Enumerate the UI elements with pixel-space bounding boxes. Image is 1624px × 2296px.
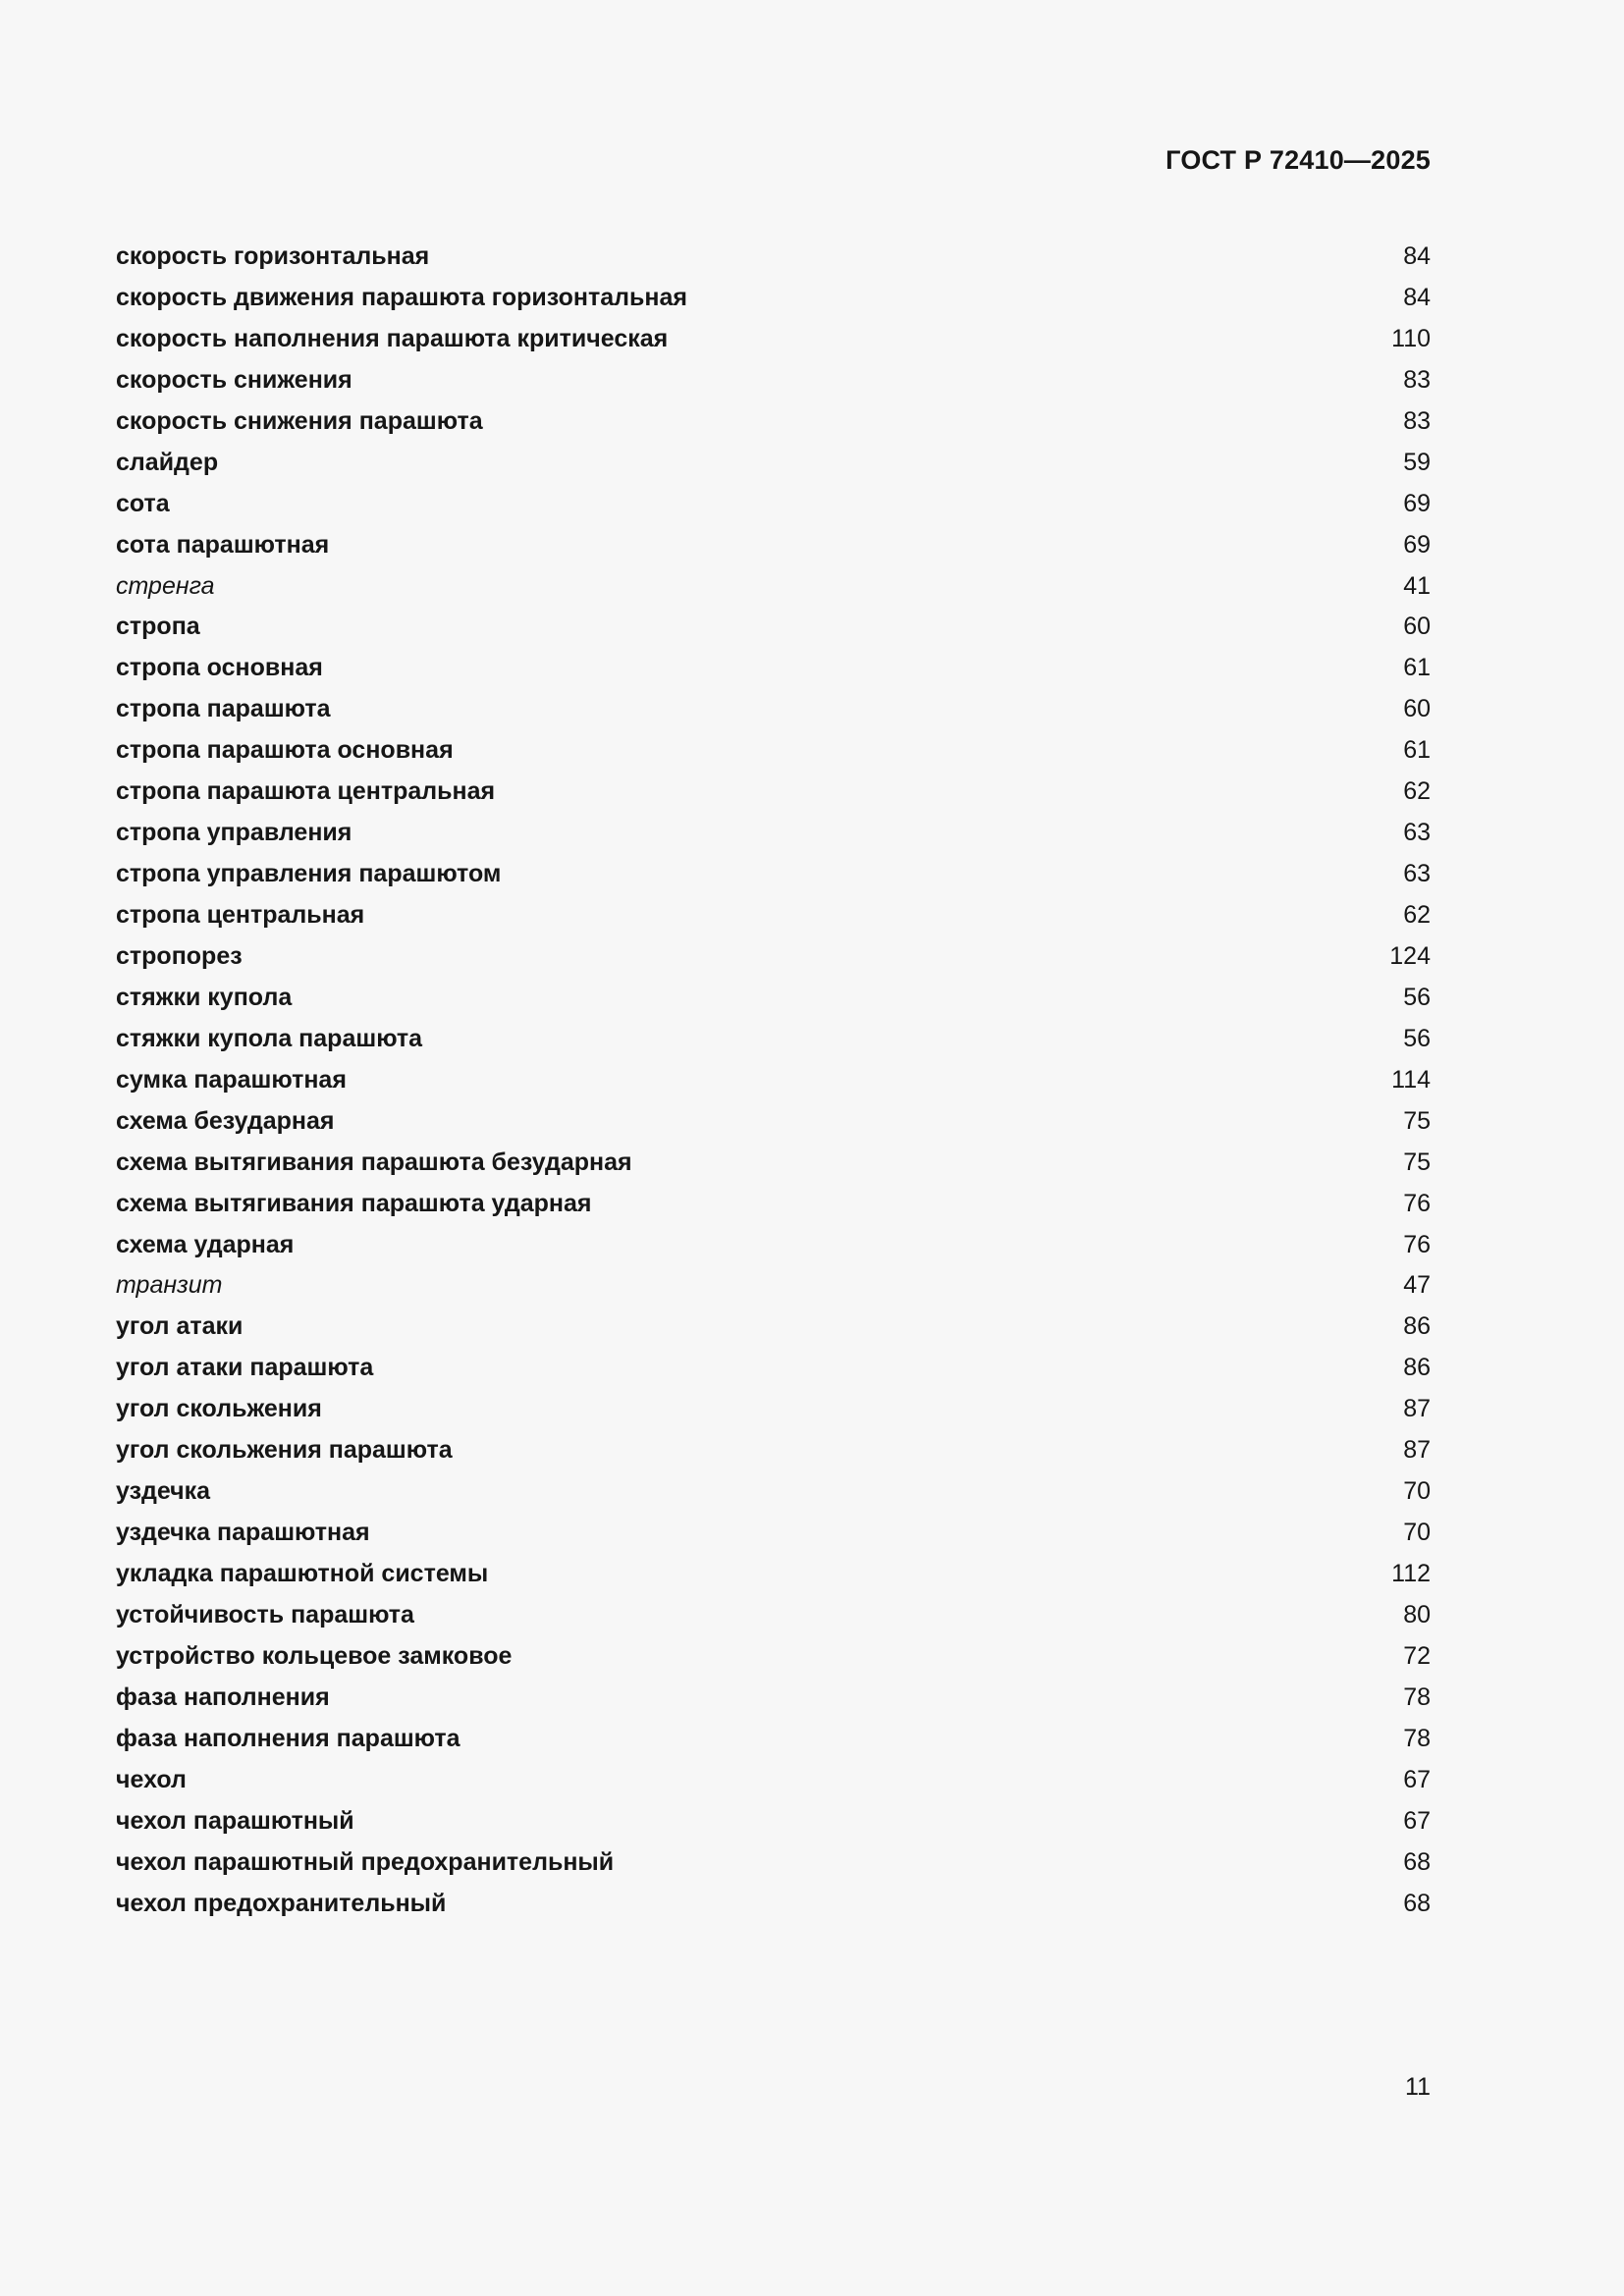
index-entry [116, 1430, 1431, 1471]
index-page-ref: 63 [1403, 860, 1431, 888]
index-page-ref: 76 [1403, 1230, 1431, 1258]
index-term: уздечка парашютная [116, 1519, 370, 1547]
index-entry [116, 936, 1431, 978]
index-term: стропа управления парашютом [116, 860, 502, 888]
index-page-ref: 62 [1403, 777, 1431, 806]
index-entry [116, 1595, 1431, 1636]
index-term: фаза наполнения парашюта [116, 1724, 460, 1752]
index-term: схема вытягивания парашюта безударная [116, 1148, 632, 1176]
index-entry [116, 1265, 1431, 1307]
index-page-ref: 60 [1403, 695, 1431, 723]
index-term: устройство кольцевое замковое [116, 1641, 513, 1670]
index-page-ref: 72 [1403, 1641, 1431, 1670]
index-entry [116, 978, 1431, 1019]
index-term: угол скольжения [116, 1395, 322, 1423]
index-entry [116, 360, 1431, 401]
index-page-ref: 76 [1403, 1189, 1431, 1217]
index-page-ref: 69 [1403, 530, 1431, 559]
index-page-ref: 61 [1403, 654, 1431, 682]
index-entry [116, 1348, 1431, 1389]
index-entry [116, 648, 1431, 689]
index-term: уздечка [116, 1477, 211, 1506]
index-term: сумка парашютная [116, 1065, 347, 1094]
index-term: чехол предохранительный [116, 1889, 447, 1917]
index-page-ref: 63 [1403, 819, 1431, 847]
index-entry [116, 1884, 1431, 1925]
index-term: угол атаки парашюта [116, 1354, 374, 1382]
index-entry [116, 1636, 1431, 1678]
index-term: скорость горизонтальная [116, 242, 430, 270]
index-term: стропа управления [116, 819, 352, 847]
index-term: фаза наполнения [116, 1682, 330, 1711]
index-term: стропа центральная [116, 901, 365, 929]
index-page-ref: 41 [1403, 571, 1431, 600]
index-term: схема ударная [116, 1230, 295, 1258]
index-page-ref: 75 [1403, 1106, 1431, 1135]
index-term: скорость снижения [116, 365, 352, 394]
page-number: 11 [1405, 2073, 1431, 2101]
index-term: стяжки купола парашюта [116, 1024, 423, 1052]
index-entry [116, 1554, 1431, 1595]
index-entry [116, 813, 1431, 854]
index-page-ref: 56 [1403, 1024, 1431, 1052]
index-page-ref: 87 [1403, 1436, 1431, 1465]
index-term: чехол [116, 1765, 187, 1793]
index-page-ref: 86 [1403, 1312, 1431, 1341]
index-page-ref: 84 [1403, 283, 1431, 311]
index-entry [116, 1760, 1431, 1801]
index-page-ref: 60 [1403, 613, 1431, 641]
index-entry [116, 1801, 1431, 1842]
index-page-ref: 70 [1403, 1477, 1431, 1506]
index-term: чехол парашютный [116, 1806, 354, 1835]
index-term: стропа основная [116, 654, 323, 682]
index-term: угол скольжения парашюта [116, 1436, 453, 1465]
index-term: стропа парашюта центральная [116, 777, 496, 806]
index-term: сота парашютная [116, 530, 330, 559]
index-entry [116, 1225, 1431, 1266]
index-page-ref: 67 [1403, 1765, 1431, 1793]
index-term: стропа парашюта [116, 695, 331, 723]
index-entry [116, 566, 1431, 608]
index-term: схема безударная [116, 1106, 335, 1135]
index-entry [116, 1842, 1431, 1884]
index-entry [116, 525, 1431, 566]
index-entry [116, 401, 1431, 443]
index-page-ref: 69 [1403, 489, 1431, 517]
index-entry [116, 1019, 1431, 1060]
index-page-ref: 80 [1403, 1600, 1431, 1629]
index-entry [116, 772, 1431, 813]
index-entry [116, 1101, 1431, 1143]
index-entry [116, 1719, 1431, 1760]
index-entry [116, 1060, 1431, 1101]
index-term: сота [116, 489, 170, 517]
index-page-ref: 47 [1403, 1271, 1431, 1300]
index-entry [116, 1471, 1431, 1513]
index-entry [116, 278, 1431, 319]
index-page-ref: 68 [1403, 1847, 1431, 1876]
index-page-ref: 86 [1403, 1354, 1431, 1382]
index-term: устойчивость парашюта [116, 1600, 414, 1629]
index-page-ref: 62 [1403, 901, 1431, 929]
index-term: скорость движения парашюта горизонтальная [116, 283, 687, 311]
index-page-ref: 78 [1403, 1724, 1431, 1752]
index-term: транзит [116, 1271, 223, 1300]
document-code: ГОСТ Р 72410—2025 [1165, 145, 1431, 175]
index-entry [116, 237, 1431, 278]
index-entry [116, 1678, 1431, 1719]
index-page-ref: 83 [1403, 365, 1431, 394]
index-entry [116, 1307, 1431, 1348]
index-entry [116, 895, 1431, 936]
index-term: стропа парашюта основная [116, 736, 454, 765]
index-page-ref: 75 [1403, 1148, 1431, 1176]
index-entry [116, 1184, 1431, 1225]
index-page-ref: 114 [1391, 1065, 1431, 1094]
alphabetical-index [116, 237, 1431, 1924]
index-term: стяжки купола [116, 983, 293, 1011]
index-term: стренга [116, 571, 215, 600]
index-term: скорость наполнения парашюта критическая [116, 324, 669, 352]
index-entry [116, 730, 1431, 772]
index-page-ref: 78 [1403, 1682, 1431, 1711]
index-term: стропорез [116, 941, 243, 970]
index-entry [116, 1389, 1431, 1430]
index-page-ref: 68 [1403, 1889, 1431, 1917]
index-entry [116, 689, 1431, 730]
index-page-ref: 67 [1403, 1806, 1431, 1835]
index-entry [116, 484, 1431, 525]
index-page-ref: 110 [1391, 324, 1431, 352]
index-page-ref: 87 [1403, 1395, 1431, 1423]
index-page-ref: 84 [1403, 242, 1431, 270]
index-entry [116, 319, 1431, 360]
index-page-ref: 61 [1403, 736, 1431, 765]
index-entry [116, 443, 1431, 484]
index-term: слайдер [116, 448, 219, 476]
index-page-ref: 124 [1389, 941, 1431, 970]
index-term: чехол парашютный предохранительный [116, 1847, 615, 1876]
index-term: стропа [116, 613, 200, 641]
index-page-ref: 112 [1391, 1560, 1431, 1587]
index-term: скорость снижения парашюта [116, 406, 483, 435]
index-entry [116, 1143, 1431, 1184]
index-entry [116, 854, 1431, 895]
index-term: угол атаки [116, 1312, 244, 1341]
index-term: укладка парашютной системы [116, 1560, 489, 1587]
index-term: схема вытягивания парашюта ударная [116, 1189, 592, 1217]
index-page-ref: 56 [1403, 983, 1431, 1011]
index-page-ref: 83 [1403, 406, 1431, 435]
index-page-ref: 59 [1403, 448, 1431, 476]
index-entry [116, 607, 1431, 648]
index-entry [116, 1513, 1431, 1554]
index-page-ref: 70 [1403, 1519, 1431, 1547]
